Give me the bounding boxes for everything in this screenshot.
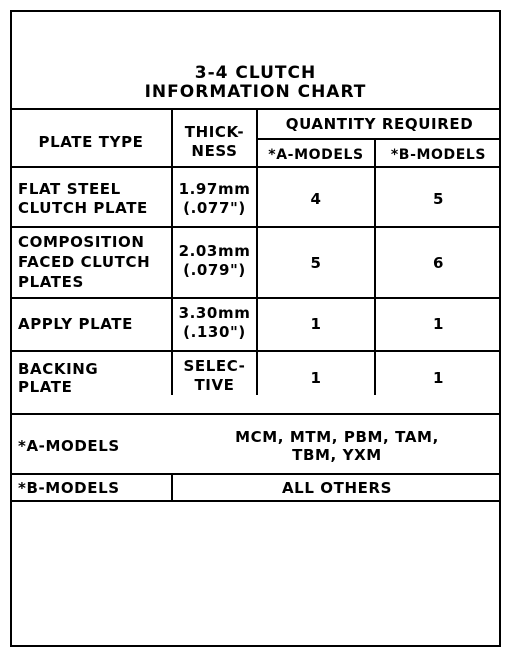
header-thickness-line2: NESS	[191, 142, 238, 160]
row2-plate-type-line1: COMPOSITION	[18, 233, 145, 251]
row3-thickness-line2: (.130")	[183, 323, 246, 341]
footnote-b-value: ALL OTHERS	[281, 479, 393, 497]
row2-plate-type-line2: FACED CLUTCH	[18, 253, 151, 271]
row4-plate-type-line2: PLATE	[18, 378, 73, 396]
row2-b-qty: 6	[432, 254, 445, 272]
rule-below-table	[10, 413, 501, 415]
rule-footnote-2	[10, 500, 501, 502]
row2-a-qty: 5	[310, 254, 322, 272]
row3-thickness-line1: 3.30mm	[178, 304, 251, 322]
footnote-a-value-line2: TBM, YXM	[292, 446, 382, 464]
row4-thickness-line2: TIVE	[194, 376, 235, 394]
row3-a-qty: 1	[310, 315, 322, 333]
row1-plate-type-line1: FLAT STEEL	[18, 180, 121, 198]
rule-below-quantity-header	[257, 138, 501, 140]
row4-thickness-line1: SELEC-	[183, 357, 246, 375]
chart-title-line2: INFORMATION CHART	[144, 82, 367, 102]
chart-title-line1: 3-4 CLUTCH	[194, 63, 317, 83]
footnote-a-label: *A-MODELS	[18, 437, 120, 455]
row4-b-qty: 1	[432, 369, 445, 387]
rule-footnote-1	[10, 473, 501, 475]
row4-plate-type-line1: BACKING	[18, 360, 99, 378]
row3-b-qty: 1	[432, 315, 445, 333]
header-quantity-required: QUANTITY REQUIRED	[285, 115, 474, 133]
header-thickness-line1: THICK-	[184, 123, 245, 141]
row1-thickness-line1: 1.97mm	[178, 180, 251, 198]
row2-plate-type-line3: PLATES	[18, 273, 84, 291]
header-plate-type: PLATE TYPE	[38, 133, 144, 151]
row1-thickness-line2: (.077")	[183, 199, 246, 217]
header-b-models: *B-MODELS	[390, 147, 487, 163]
row1-b-qty: 5	[432, 190, 445, 208]
footnote-b-label: *B-MODELS	[18, 479, 120, 497]
row2-thickness-line2: (.079")	[183, 261, 246, 279]
header-a-models: *A-MODELS	[268, 147, 364, 163]
footnote-a-value-line1: MCM, MTM, PBM, TAM,	[235, 428, 439, 446]
row2-thickness-line1: 2.03mm	[178, 242, 251, 260]
row4-a-qty: 1	[310, 369, 322, 387]
row3-plate-type-line1: APPLY PLATE	[18, 315, 133, 333]
row1-a-qty: 4	[310, 190, 322, 208]
row1-plate-type-line2: CLUTCH PLATE	[18, 199, 148, 217]
